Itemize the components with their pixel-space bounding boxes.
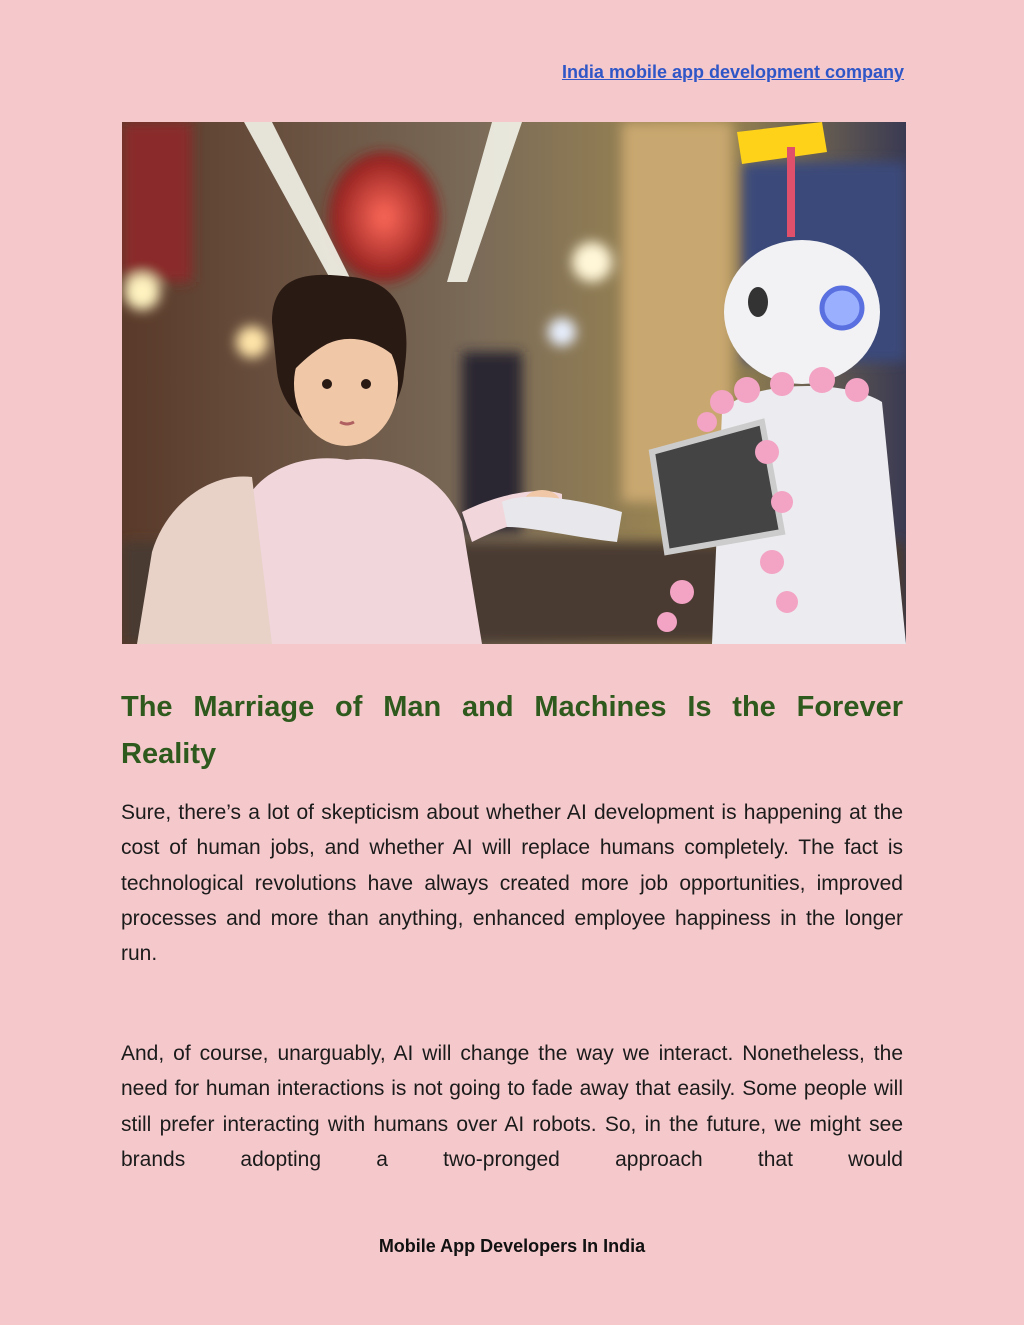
girl-and-robot-illustration [122,122,906,644]
page-footer: Mobile App Developers In India [378,1236,646,1256]
paragraph-2: And, of course, unarguably, AI will change the way we interact. Nonetheless, the need for human interactions is not going to fade away that easily. Some people will still prefer interacting with humans over AI robots. So, in the future, we might see brands adopting a two-pronged approach that would [121,1042,903,1171]
paragraph-1: Sure, there’s a lot of skepticism about whether AI development is happening at the cost of human jobs, and whether AI will replace humans completely. The fact is technological revolutions have always created more job opportunities, improved processes and more than anything, enhanced employee happiness in the longer run. [121,801,903,966]
hero-photo [122,122,906,644]
header-link[interactable]: India mobile app development company [561,62,904,82]
article-heading: The Marriage of Man and Machines Is the Forever Reality [121,691,903,770]
